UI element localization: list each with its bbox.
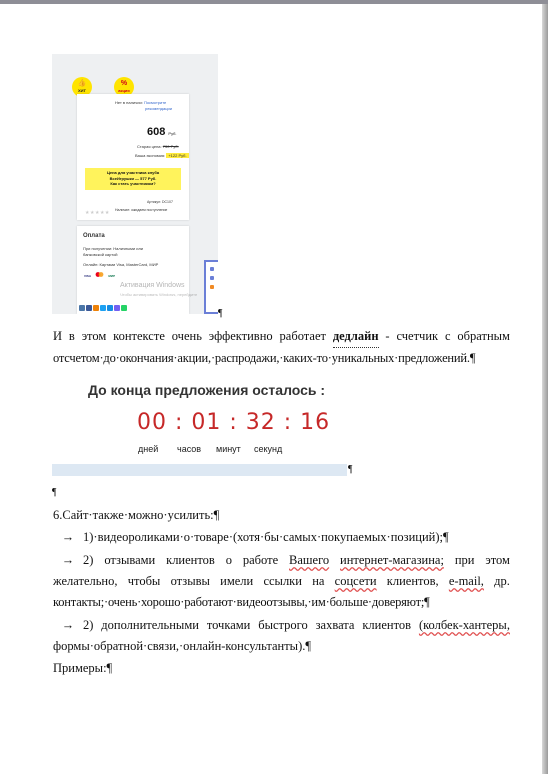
list-item-2-line-3: контакты;·очень·хорошо·работают·видеоотзывы,·им·больше·доверяют;¶ [53,595,430,609]
word: - [385,329,390,343]
countdown-title: До конца предложения осталось : [88,382,326,398]
payment-line-2: банковской картой [83,252,118,257]
facebook-icon[interactable] [86,305,92,311]
word: дополнительными [101,618,199,632]
word: работает [279,329,326,343]
word: отзывы [170,574,210,588]
price-value: 608 Руб. [147,126,177,138]
countdown-label-days: дней [138,444,159,454]
cart-icon[interactable] [210,267,214,271]
countdown-label-seconds: секунд [254,444,283,454]
word: счетчик [396,329,439,343]
mail-icon[interactable] [107,305,113,311]
paragraph-deadline-line-1 [53,326,510,348]
word: быстрого [258,618,308,632]
countdown-label-hours: часов [177,444,202,454]
price-card [77,94,189,220]
word: ссылки [263,574,302,588]
word: имели [220,574,254,588]
list-number: 2) [83,618,94,632]
club-line-2: ВсеИгрушки — 577 Руб. [109,175,157,181]
word: обратным [457,329,510,343]
payment-logos [83,272,118,279]
pilcrow-after-countdown: ¶ [348,464,353,475]
payment-line-1: При получении: Наличными или [83,246,144,251]
word: клиентов [166,553,215,567]
rating-stars[interactable]: ★★★★★ [85,210,110,216]
word: чтобы [127,574,161,588]
old-price: Старая цена: 730 Руб. [137,144,179,149]
list-item-1-text: 1)·видеороликами·о·товаре·(хотя·бы·самых·покупаемых·позиций);¶ [83,530,449,544]
sale-badge-label: акция [118,88,130,93]
word: с [444,329,451,343]
word: интернет-магазина; [340,553,444,567]
message-icon[interactable] [210,276,214,280]
percent-icon: % [120,80,128,87]
list-item-2-line-1 [53,550,510,571]
pilcrow-after-image: ¶ [218,308,223,319]
twitter-icon[interactable] [100,305,106,311]
vk-icon[interactable] [79,305,85,311]
word: контексте [113,329,165,343]
club-line-1: Цена для участника клуба [106,170,160,175]
embedded-product-screenshot[interactable] [52,54,218,314]
word: И [53,329,63,343]
paragraph-deadline [53,326,510,369]
stock-status: Наличие: ожидаем поступление [115,208,168,212]
list-item-1 [53,527,449,548]
mir-logo: МИР [108,274,116,278]
list-number: 2) [83,553,94,567]
word: др. [494,574,510,588]
paragraph-deadline-line-2: отсчетом·до·окончания·акции,·распродажи,·каких-то·уникальных·предложений.¶ [53,351,476,365]
word: этом [485,553,510,567]
word: клиентов, [386,574,439,588]
empty-paragraph-mark: ¶ [52,487,57,498]
availability-label: Нет в наличии: Посмотрите [115,100,167,105]
list-item-3 [53,615,510,657]
savings: Ваша экономия: +122 Руб. [135,153,187,158]
word: клиентов [362,618,412,632]
word: эффективно [208,329,273,343]
tab-arrow-icon: → [61,530,75,544]
windows-activation-watermark: Активация Windows [120,282,185,289]
word: на [312,574,325,588]
word: Вашего [289,553,330,567]
tab-arrow-icon: → [61,553,75,567]
section-6-heading: 6.Сайт·также·можно·усилить:¶ [53,508,220,522]
floating-side-panel[interactable] [204,260,218,314]
countdown-digits: 00 : 01 : 32 : 16 [137,410,331,435]
ok-icon[interactable] [93,305,99,311]
tab-arrow-icon: → [61,618,75,632]
word: очень [171,329,202,343]
social-share-icons [79,298,128,314]
recommendations-link[interactable]: Посмотрите [143,100,167,105]
list-item-2 [53,550,510,613]
club-line-3: Как стать участником? [110,181,156,186]
thumbs-up-icon: 👍 [77,80,87,87]
page-edge-shadow [542,4,548,774]
whatsapp-icon[interactable] [121,305,127,311]
word: точками [206,618,251,632]
list-item-3-line-2: формы·обратной·связи,·онлайн-консультанты).¶ [53,639,312,653]
hit-badge-label: ХИТ [78,88,86,93]
word: в [68,329,75,343]
word: работе [242,553,279,567]
list-item-3-line-1 [53,615,510,636]
article-number: Артикул: DC107 [147,200,173,204]
selection-highlight-band [52,464,347,476]
word: захвата [315,618,355,632]
payment-title: Оплата [83,233,105,239]
visa-logo: VISA [83,274,91,278]
payment-line-3: Онлайн: Картами Visa, MasterCard, МИР [83,262,159,267]
word: о [225,553,232,567]
countdown-label-minutes: минут [216,444,241,454]
word: дедлайн [333,326,379,348]
list-item-2-line-2 [53,571,510,592]
word: этом [81,329,107,343]
viber-icon[interactable] [114,305,120,311]
word: соцсети [334,574,377,588]
phone-icon[interactable] [210,285,214,289]
word: при [454,553,475,567]
recommendations-link-2[interactable]: рекомендации [145,106,172,111]
club-price-box[interactable] [85,168,181,190]
word: отзывами [104,553,156,567]
windows-activation-subtext: Чтобы активировать Windows, перейдите [120,292,198,297]
word: желательно, [53,574,118,588]
mastercard-icon [95,272,104,277]
word: (колбек-хантеры, [418,618,510,632]
examples-label: Примеры:¶ [53,661,113,675]
word: e-mail, [448,574,484,588]
